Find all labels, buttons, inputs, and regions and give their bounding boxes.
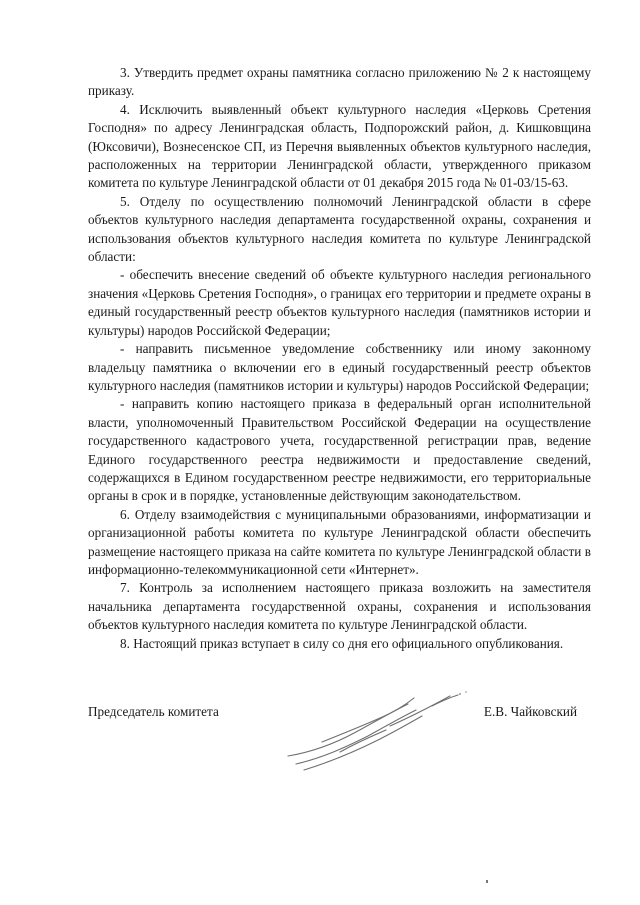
paragraph-subitem-send-copy: - направить копию настоящего приказа в федеральный орган исполнительной власти, уполномоченный Правительством Российской Федерации на осуществление государственного кадастрового учета, государственной регистрации прав, ведение Единого государственного реестра недвижимости и предоставление сведений, содержащихся в Едином государственном реестре недвижимости, его территориальные органы в срок и в порядке, установленные действующим законодательством.	[88, 396, 591, 504]
signatory-position: Председатель комитета	[88, 704, 219, 719]
paragraph-item-7: 7. Контроль за исполнением настоящего приказа возложить на заместителя начальника департамента государственной охраны, сохранения и использования объектов культурного наследия комитета по культуре Ленинградской области.	[88, 580, 591, 633]
document-body	[88, 64, 591, 653]
scan-speck	[486, 880, 488, 883]
handwritten-signature	[282, 686, 472, 776]
signatory-name: Е.В. Чайковский	[483, 704, 577, 719]
paragraph-subitem-register: - обеспечить внесение сведений об объекте культурного наследия регионального значения «Церковь Сретения Господня», о границах его территории и предмете охраны в единый государственный реестр объектов культурного наследия (памятников истории и культуры) народов Российской Федерации;	[88, 267, 591, 338]
paragraph-item-4: 4. Исключить выявленный объект культурного наследия «Церковь Сретения Господня» по адресу Ленинградская область, Подпорожский район, д. Кишковщина (Юксовичи), Вознесенское СП, из Перечня выявленных объектов культурного наследия, расположенных на территории Ленинградской области, утвержденного приказом комитета по культуре Ленинградской области от 01 декабря 2015 года № 01-03/15-63.	[88, 101, 591, 191]
paragraph-item-6: 6. Отделу взаимодействия с муниципальными образованиями, информатизации и организационной работы комитета по культуре Ленинградской области обеспечить размещение настоящего приказа на сайте комитета по культуре Ленинградской области в информационно-телекоммуникационной сети «Интернет».	[88, 506, 591, 577]
paragraph-item-8: 8. Настоящий приказ вступает в силу со дня его официального опубликования.	[120, 635, 564, 651]
paragraph-item-5: 5. Отделу по осуществлению полномочий Ленинградской области в сфере объектов культурного наследия департамента государственной охраны, сохранения и использования объектов культурного наследия комитета по культуре Ленинградской области:	[88, 193, 591, 265]
paragraph-item-3: 3. Утвердить предмет охраны памятника согласно приложению № 2 к настоящему приказу.	[88, 65, 591, 99]
paragraph-subitem-notify-owner: - направить письменное уведомление собственнику или иному законному владельцу памятника о включении его в единый государственный реестр объектов культурного наследия (памятников истории и культуры) народов Российской Федерации;	[88, 341, 591, 393]
